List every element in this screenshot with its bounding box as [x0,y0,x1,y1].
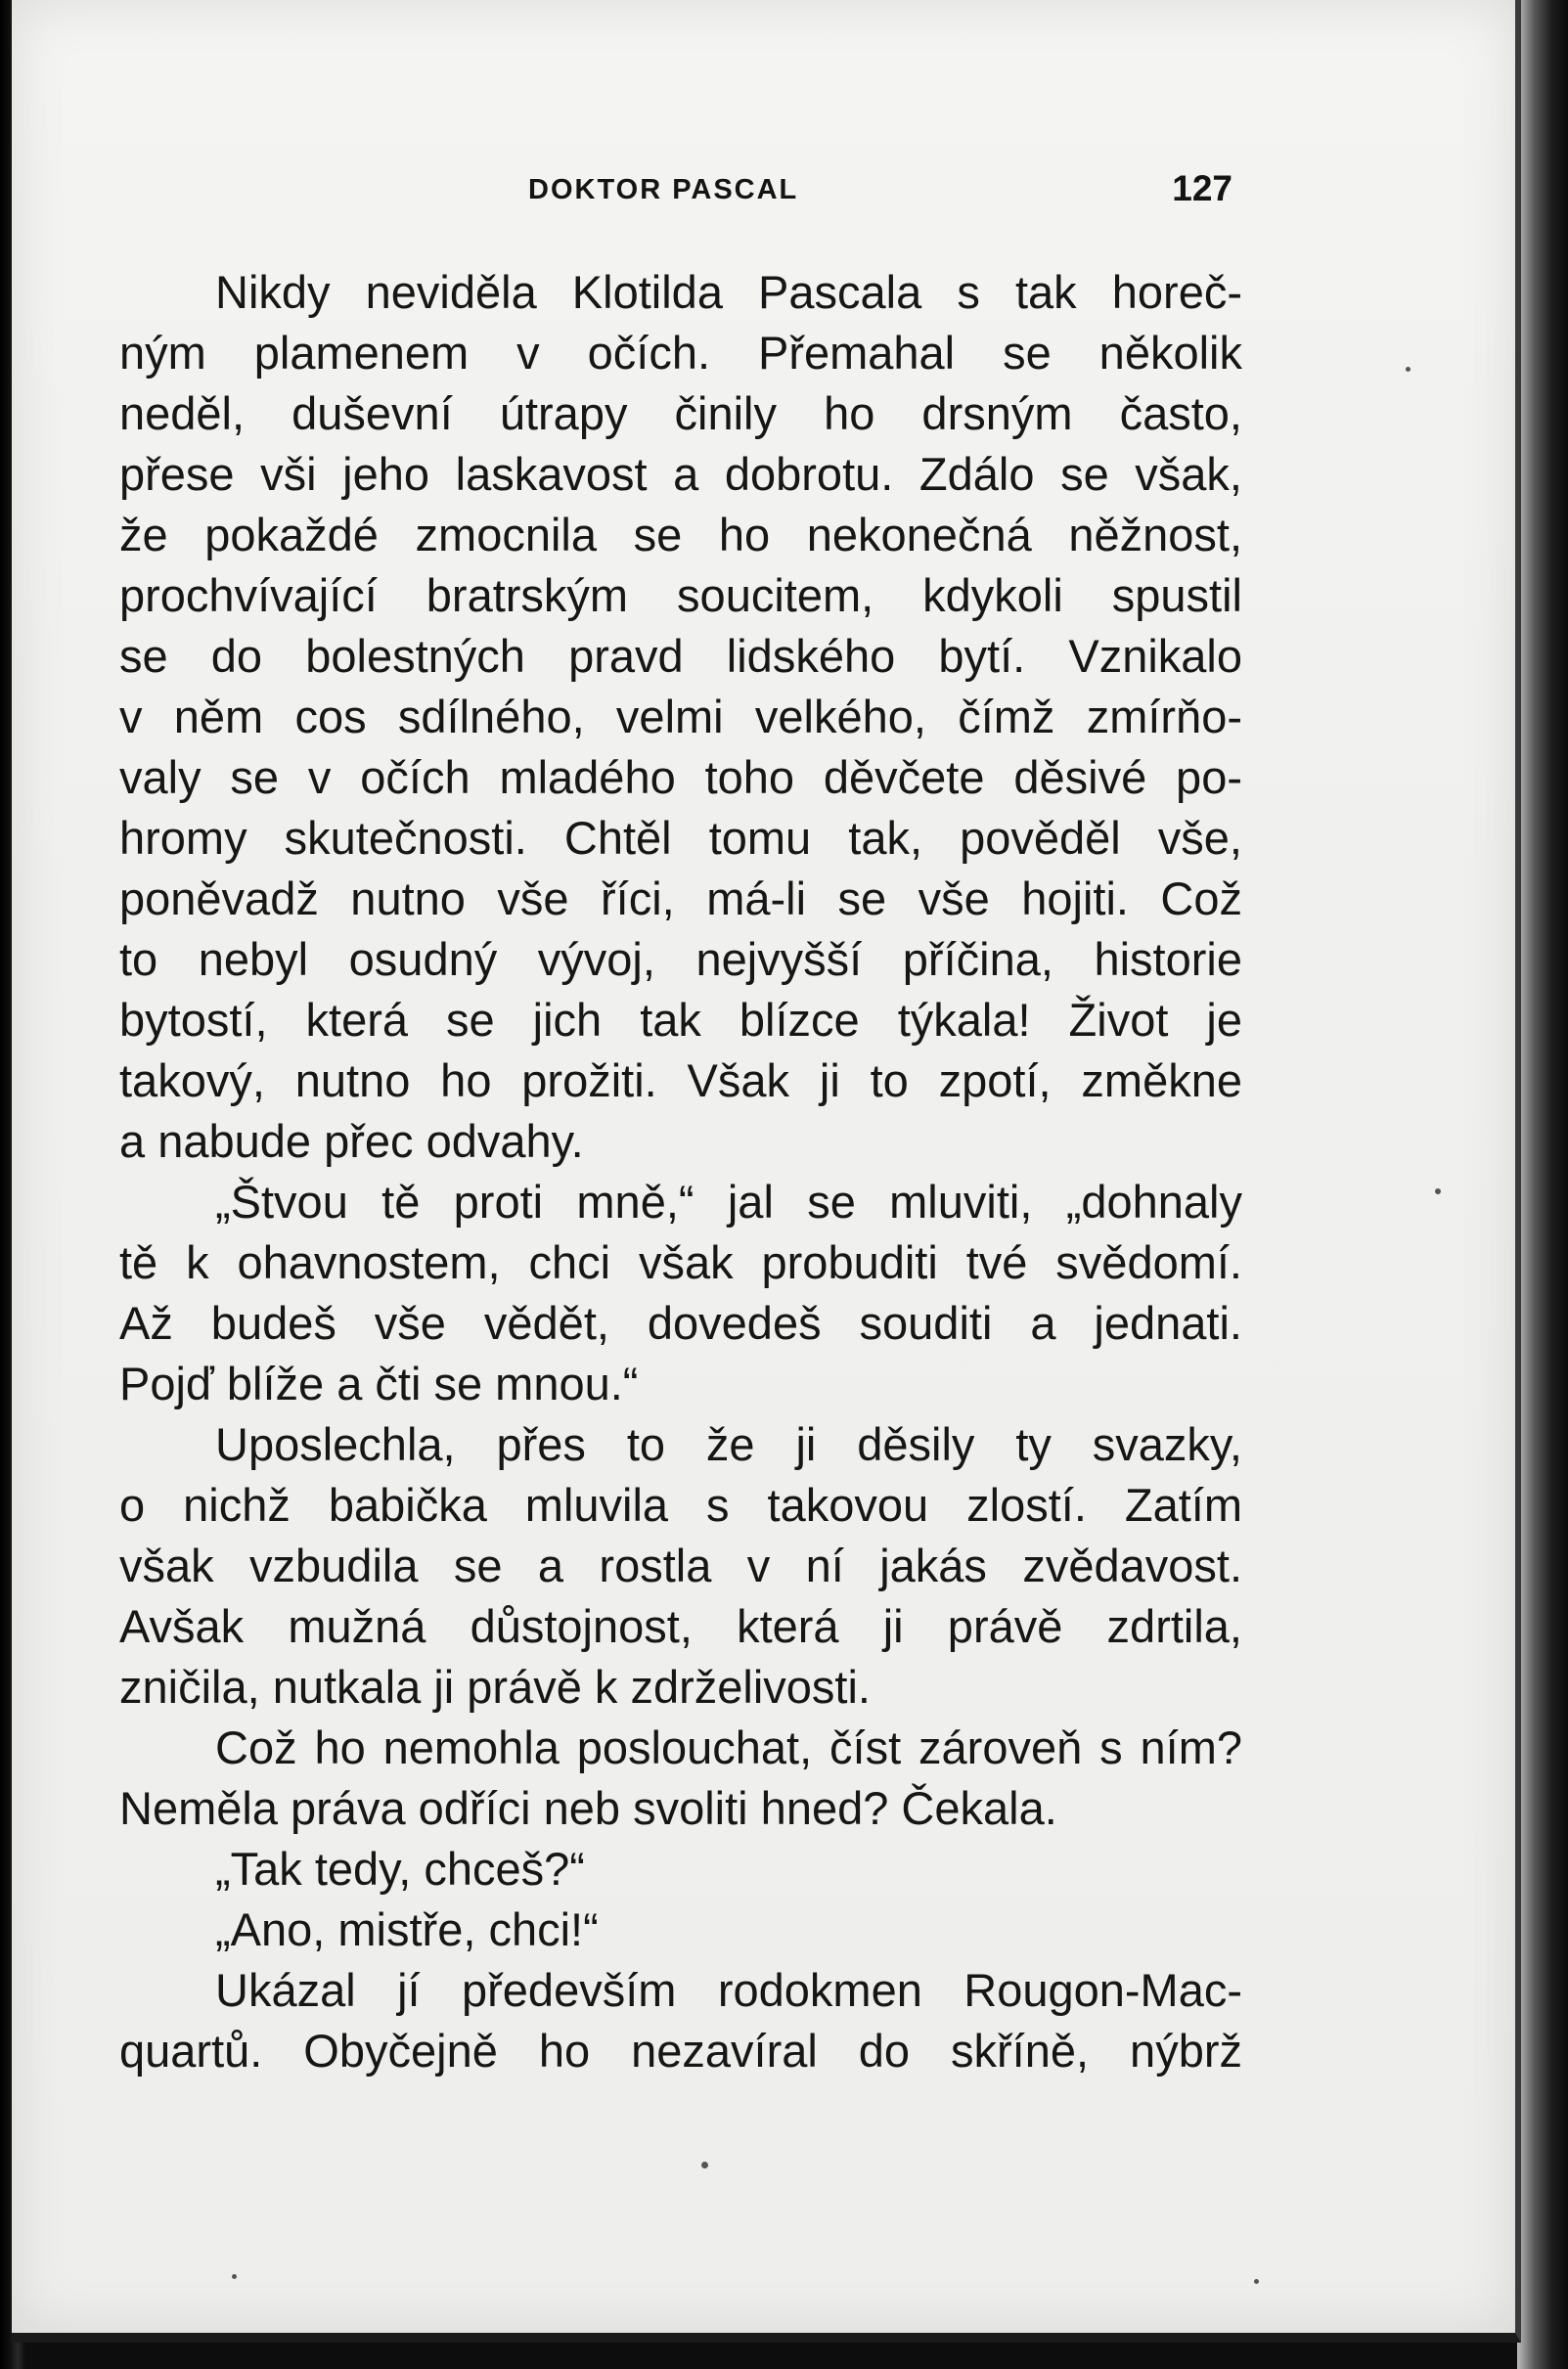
paper-speck [701,2162,708,2168]
running-title: DOKTOR PASCAL [528,174,799,205]
text-line: zničila, nutkala ji právě k zdrželivosti. [119,1661,871,1713]
paper-speck [232,2274,237,2279]
text-line: Uposlechla, přes to že ji děsily ty svazky, [215,1418,1242,1470]
text-line: tě k ohavnostem, chci však probuditi tvé svědomí. [119,1236,1242,1288]
text-line: quartů. Obyčejně ho nezavíral do skříně, nýbrž [119,2025,1242,2077]
text-line: a nabude přec odvahy. [119,1115,584,1167]
text-line: Pojď blíže a čti se mnou.“ [119,1358,639,1409]
text-line: Neměla práva odříci neb svoliti hned? Čekala. [119,1782,1057,1834]
text-line: „Štvou tě proti mně,“ jal se mluviti, „dohnaly [215,1176,1242,1228]
page-number: 127 [1172,168,1232,208]
paper-speck [1435,1188,1441,1194]
body-text [119,262,1242,2081]
text-line: Avšak mužná důstojnost, která ji právě zdrtila, [119,1600,1242,1652]
text-line: „Ano, mistře, chci!“ [215,1903,599,1955]
text-line: se do bolestných pravd lidského bytí. Vznikalo [119,630,1242,682]
text-line: že pokaždé zmocnila se ho nekonečná něžnost, [119,509,1242,560]
text-line: však vzbudila se a rostla v ní jakás zvědavost. [119,1540,1242,1591]
text-line: neděl, duševní útrapy činily ho drsným často, [119,387,1242,439]
text-line: Až budeš vše vědět, dovedeš souditi a jednati. [119,1297,1242,1349]
text-line: to nebyl osudný vývoj, nejvyšší příčina, historie [119,933,1242,985]
page-header [528,168,1232,217]
text-line: poněvadž nutno vše říci, má-li se vše hojiti. Což [119,872,1242,924]
text-line: v něm cos sdílného, velmi velkého, čímž zmírňo- [119,691,1242,742]
text-line: valy se v očích mladého toho děvčete děsivé po- [119,751,1242,803]
text-line: ným plamenem v očích. Přemahal se několik [119,327,1242,379]
text-line: bytostí, která se jich tak blízce týkala! Život je [119,994,1242,1046]
text-line: hromy skutečnosti. Chtěl tomu tak, pověděl vše, [119,812,1242,864]
text-line: přese vši jeho laskavost a dobrotu. Zdálo se však, [119,448,1242,500]
text-line: Nikdy neviděla Klotilda Pascala s tak horeč- [215,266,1242,318]
paper-speck [1254,2279,1259,2284]
text-line: prochvívající bratrským soucitem, kdykoli spustil [119,569,1242,621]
text-line: takový, nutno ho prožiti. Však ji to zpotí, změkne [119,1054,1242,1106]
text-line: „Tak tedy, chceš?“ [215,1843,585,1895]
text-line: o nichž babička mluvila s takovou zlostí. Zatím [119,1479,1242,1531]
text-line: Což ho nemohla poslouchat, číst zároveň s ním? [215,1721,1242,1773]
text-line: Ukázal jí především rodokmen Rougon-Mac- [215,1964,1242,2016]
scan-right-edge [1517,0,1568,2369]
paper-speck [1406,367,1411,372]
